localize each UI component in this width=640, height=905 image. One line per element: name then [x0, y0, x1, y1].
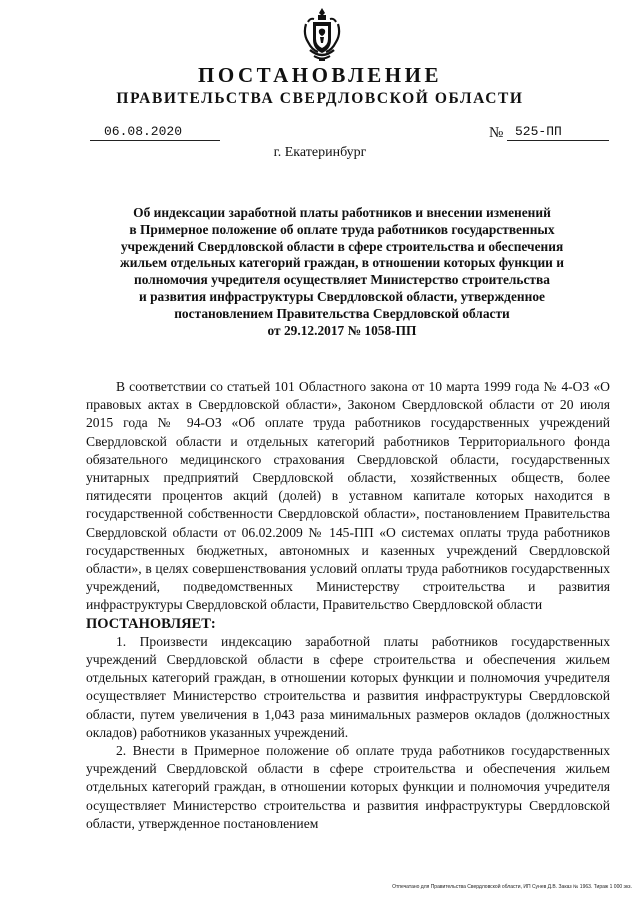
print-footer: Отпечатано для Правительства Свердловской области, ИП Сунев Д.В. Заказ № 1963. Тираж 1 000 экз.	[392, 884, 632, 890]
heading-line: в Примерное положение об оплате труда работников государственных	[129, 221, 555, 237]
heading-line: и развития инфраструктуры Свердловской области, утвержденное	[139, 288, 545, 304]
document-body	[86, 378, 610, 833]
document-number-label: №	[489, 125, 504, 141]
document-issuer: ПРАВИТЕЛЬСТВА СВЕРДЛОВСКОЙ ОБЛАСТИ	[116, 90, 524, 107]
resolves-keyword: ПОСТАНОВЛЯЕТ:	[86, 615, 216, 632]
document-number: 525-ПП	[507, 124, 609, 141]
item-1-paragraph: 1. Произвести индексацию заработной платы работников государственных учреждений Свердловской области в сфере строительства и обеспечения жильем отдельных категорий граждан, в отношении которых функции и полномочия учредителя осуществляет Министерство строительства и развития инфраструктуры Свердловской области, путем увеличения в 1,043 раза минимальных размеров окладов (должностных окладов) работников указанных учреждений.	[86, 633, 610, 740]
heading-line: постановлением Правительства Свердловской области	[174, 305, 510, 321]
item-2-paragraph: 2. Внести в Примерное положение об оплате труда работников государственных учреждений Свердловской области в сфере строительства и обеспечения жильем отдельных категорий граждан, в отношении которых функции и полномочия учредителя осуществляет Министерство строительства и развития инфраструктуры Свердловской области, утвержденное постановлением	[86, 743, 610, 831]
document-date: 06.08.2020	[90, 124, 220, 141]
coat-of-arms-emblem	[302, 6, 342, 64]
heading-line: учреждений Свердловской области в сфере строительства и обеспечения	[120, 238, 564, 254]
heading-line: Об индексации заработной платы работников и внесении изменений	[133, 205, 551, 220]
resolution-heading	[86, 205, 598, 339]
document-city: г. Екатеринбург	[273, 145, 367, 160]
preamble-paragraph: В соответствии со статьей 101 Областного закона от 10 марта 1999 года № 4-ОЗ «О правовых актах в Свердловской области», Законом Свердловской области от 20 июля 2015 года № 94-ОЗ «Об оплате труда работников государственных учреждений Свердловской области и отдельных категорий работников Территориального фонда обязательного медицинского страхования Свердловской области, государственных унитарных предприятий Свердловской области, хозяйственных обществ, более пятидесяти процентов акций (долей) в уставном капитале которых находится в государственной собственности Свердловской области», постановлением Правительства Свердловской области от 06.02.2009 № 145-ПП «О системах оплаты труда работников государственных бюджетных, автономных и казенных учреждений Свердловской области», в целях совершенствования условий оплаты труда работников государственных учреждений, подведомственных Министерству строительства и развития инфраструктуры Свердловской области, Правительство Свердловской области	[86, 379, 610, 613]
heading-line: от 29.12.2017 № 1058-ПП	[267, 322, 417, 338]
heading-line: полномочия учредителя осуществляет Министерство строительства	[134, 272, 550, 288]
document-title: ПОСТАНОВЛЕНИЕ	[198, 63, 442, 87]
heading-line: жильем отдельных категорий граждан, в отношении которых функции и	[120, 255, 564, 271]
